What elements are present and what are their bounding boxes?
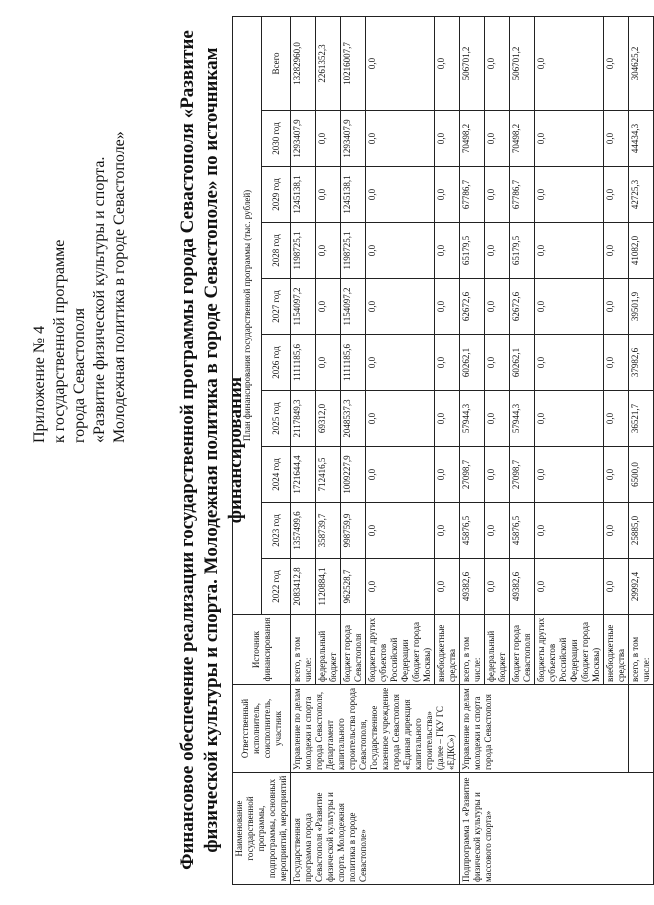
value-cell: 0,0 bbox=[485, 223, 510, 279]
header-year: 2023 год bbox=[262, 503, 291, 559]
value-cell: 49382,6 bbox=[510, 559, 535, 615]
value-cell: 0,0 bbox=[485, 279, 510, 335]
value-cell: 41082,0 bbox=[629, 223, 654, 279]
value-cell: 29992,4 bbox=[629, 559, 654, 615]
value-cell: 1293407,9 bbox=[291, 111, 316, 167]
value-cell: 304625,2 bbox=[629, 16, 654, 110]
value-cell: 0,0 bbox=[366, 335, 435, 391]
header-year: 2029 год bbox=[262, 167, 291, 223]
source-cell: внебюджетные средства bbox=[435, 615, 460, 685]
value-cell: 0,0 bbox=[535, 559, 604, 615]
responsible-cell-empty bbox=[629, 685, 654, 773]
appendix-line: Приложение № 4 bbox=[31, 325, 48, 443]
value-cell: 0,0 bbox=[435, 503, 460, 559]
value-cell: 1111185,6 bbox=[291, 335, 316, 391]
value-cell: 0,0 bbox=[485, 503, 510, 559]
header-year: 2022 год bbox=[262, 559, 291, 615]
appendix-line: «Развитие физической культуры и спорта. bbox=[91, 156, 108, 443]
value-cell: 0,0 bbox=[485, 391, 510, 447]
table-row bbox=[291, 16, 316, 884]
value-cell: 0,0 bbox=[366, 16, 435, 110]
value-cell: 70498,2 bbox=[510, 111, 535, 167]
value-cell: 60262,1 bbox=[460, 335, 485, 391]
value-cell: 506701,2 bbox=[460, 16, 485, 110]
value-cell: 27098,7 bbox=[460, 447, 485, 503]
value-cell: 0,0 bbox=[435, 559, 460, 615]
value-cell: 1245138,1 bbox=[341, 167, 366, 223]
value-cell: 57944,3 bbox=[510, 391, 535, 447]
source-cell: всего, в том числе: bbox=[460, 615, 485, 685]
value-cell: 0,0 bbox=[435, 447, 460, 503]
value-cell: 2083412,8 bbox=[291, 559, 316, 615]
value-cell: 0,0 bbox=[316, 335, 341, 391]
value-cell: 0,0 bbox=[604, 447, 629, 503]
value-cell: 0,0 bbox=[366, 447, 435, 503]
financing-table bbox=[232, 16, 654, 885]
source-cell: бюджет города Севастополя bbox=[510, 615, 535, 685]
header-name: Наименование государственной программы, подпрограммы, основных мероприятий, мероприятий bbox=[233, 773, 291, 885]
source-cell: федеральный бюджет bbox=[316, 615, 341, 685]
value-cell: 69312,0 bbox=[316, 391, 341, 447]
value-cell: 0,0 bbox=[535, 335, 604, 391]
value-cell: 0,0 bbox=[604, 167, 629, 223]
value-cell: 0,0 bbox=[485, 559, 510, 615]
value-cell: 0,0 bbox=[604, 223, 629, 279]
value-cell: 45876,5 bbox=[460, 503, 485, 559]
value-cell: 0,0 bbox=[535, 167, 604, 223]
value-cell: 0,0 bbox=[485, 447, 510, 503]
source-cell: внебюджетные средства bbox=[604, 615, 629, 685]
value-cell: 0,0 bbox=[366, 223, 435, 279]
value-cell: 0,0 bbox=[604, 335, 629, 391]
value-cell: 0,0 bbox=[435, 223, 460, 279]
table-row bbox=[629, 16, 654, 884]
header-source: Источник финансирования bbox=[233, 615, 291, 685]
value-cell: 25885,0 bbox=[629, 503, 654, 559]
source-cell: федеральный бюджет bbox=[485, 615, 510, 685]
value-cell: 1154097,2 bbox=[341, 279, 366, 335]
header-plan: План финансирования государственной программы (тыс. рублей) bbox=[233, 16, 262, 614]
value-cell: 0,0 bbox=[435, 279, 460, 335]
value-cell: 60262,1 bbox=[510, 335, 535, 391]
value-cell: 0,0 bbox=[366, 111, 435, 167]
value-cell: 0,0 bbox=[604, 503, 629, 559]
appendix-line: города Севастополя bbox=[71, 308, 88, 443]
value-cell: 0,0 bbox=[435, 16, 460, 110]
value-cell: 57944,3 bbox=[460, 391, 485, 447]
value-cell: 1111185,6 bbox=[341, 335, 366, 391]
value-cell: 45876,5 bbox=[510, 503, 535, 559]
value-cell: 49382,6 bbox=[460, 559, 485, 615]
value-cell: 0,0 bbox=[316, 279, 341, 335]
value-cell: 0,0 bbox=[366, 167, 435, 223]
value-cell: 1009227,9 bbox=[341, 447, 366, 503]
appendix-header bbox=[30, 43, 130, 443]
header-year: 2027 год bbox=[262, 279, 291, 335]
value-cell: 0,0 bbox=[485, 16, 510, 110]
value-cell: 0,0 bbox=[366, 391, 435, 447]
value-cell: 1198725,1 bbox=[291, 223, 316, 279]
source-cell: бюджеты других субъектов Российской Федерации (бюджет города Москвы) bbox=[366, 615, 435, 685]
source-cell: всего, в том числе: bbox=[291, 615, 316, 685]
value-cell: 70498,2 bbox=[460, 111, 485, 167]
value-cell: 13282960,0 bbox=[291, 16, 316, 110]
header-year: 2028 год bbox=[262, 223, 291, 279]
value-cell: 0,0 bbox=[535, 279, 604, 335]
value-cell: 0,0 bbox=[535, 391, 604, 447]
value-cell: 0,0 bbox=[485, 111, 510, 167]
value-cell: 36521,7 bbox=[629, 391, 654, 447]
table-body bbox=[291, 16, 654, 884]
source-cell: бюджет города Севастополя bbox=[341, 615, 366, 685]
document-title: Финансовое обеспечение реализации государственной программы города Севастополя «Развитие физической культуры и спорта. Молодежная политика в городе Севастополе» по источникам финансирования bbox=[177, 30, 246, 870]
value-cell: 67786,7 bbox=[510, 167, 535, 223]
value-cell: 0,0 bbox=[435, 335, 460, 391]
value-cell: 44434,3 bbox=[629, 111, 654, 167]
value-cell: 0,0 bbox=[604, 559, 629, 615]
value-cell: 0,0 bbox=[535, 16, 604, 110]
value-cell: 358739,7 bbox=[316, 503, 341, 559]
value-cell: 67786,7 bbox=[460, 167, 485, 223]
value-cell: 0,0 bbox=[316, 111, 341, 167]
value-cell: 2261352,3 bbox=[316, 16, 341, 110]
value-cell: 506701,2 bbox=[510, 16, 535, 110]
appendix-line: Молодежная политика в городе Севастополе» bbox=[111, 131, 128, 443]
value-cell: 1120884,1 bbox=[316, 559, 341, 615]
value-cell: 62672,6 bbox=[510, 279, 535, 335]
header-year: 2024 год bbox=[262, 447, 291, 503]
value-cell: 0,0 bbox=[366, 503, 435, 559]
table-row bbox=[460, 16, 485, 884]
value-cell: 1293407,9 bbox=[341, 111, 366, 167]
value-cell: 0,0 bbox=[485, 167, 510, 223]
value-cell: 65179,5 bbox=[460, 223, 485, 279]
value-cell: 0,0 bbox=[485, 335, 510, 391]
value-cell: 6500,0 bbox=[629, 447, 654, 503]
value-cell: 0,0 bbox=[535, 503, 604, 559]
value-cell: 1198725,1 bbox=[341, 223, 366, 279]
value-cell: 962528,7 bbox=[341, 559, 366, 615]
value-cell: 37982,6 bbox=[629, 335, 654, 391]
value-cell: 0,0 bbox=[366, 279, 435, 335]
subprogram-name: Подпрограмма 1 «Развитие физической культуры и массового спорта» bbox=[460, 773, 654, 885]
value-cell: 0,0 bbox=[435, 167, 460, 223]
source-cell: всего, в том числе: bbox=[629, 615, 654, 685]
value-cell: 10216007,7 bbox=[341, 16, 366, 110]
value-cell: 998759,9 bbox=[341, 503, 366, 559]
value-cell: 65179,5 bbox=[510, 223, 535, 279]
header-responsible: Ответственный исполнитель, соисполнитель, участник bbox=[233, 685, 291, 773]
value-cell: 39501,9 bbox=[629, 279, 654, 335]
value-cell: 712416,5 bbox=[316, 447, 341, 503]
value-cell: 42725,3 bbox=[629, 167, 654, 223]
value-cell: 0,0 bbox=[604, 16, 629, 110]
value-cell: 1357499,6 bbox=[291, 503, 316, 559]
appendix-line: к государственной программе bbox=[51, 239, 68, 443]
value-cell: 0,0 bbox=[535, 447, 604, 503]
value-cell: 27098,7 bbox=[510, 447, 535, 503]
value-cell: 0,0 bbox=[366, 559, 435, 615]
value-cell: 0,0 bbox=[604, 279, 629, 335]
header-year: 2025 год bbox=[262, 391, 291, 447]
value-cell: 0,0 bbox=[604, 391, 629, 447]
header-year: 2026 год bbox=[262, 335, 291, 391]
value-cell: 0,0 bbox=[316, 167, 341, 223]
subprogram-responsible: Управление по делам молодежи и спорта города Севастополя bbox=[460, 685, 629, 773]
value-cell: 1154097,2 bbox=[291, 279, 316, 335]
value-cell: 0,0 bbox=[535, 111, 604, 167]
value-cell: 0,0 bbox=[535, 223, 604, 279]
source-cell: бюджеты других субъектов Российской Федерации (бюджет города Москвы) bbox=[535, 615, 604, 685]
value-cell: 0,0 bbox=[604, 111, 629, 167]
program-responsible: Управление по делам молодежи и спорта города Севастополя, Департамент капитального строительства города Севастополя, Государственное казенное учреждение города Севастополя «Единая дирекция капитального строительства» (далее – ГКУ ГС «ЕДКС») bbox=[291, 685, 460, 773]
header-total: Всего bbox=[262, 16, 291, 110]
value-cell: 2117849,3 bbox=[291, 391, 316, 447]
program-name: Государственная программа города Севастополя «Развитие физической культуры и спорта. Молодежная политика в городе Севастополе» bbox=[291, 773, 460, 885]
value-cell: 2048537,3 bbox=[341, 391, 366, 447]
value-cell: 62672,6 bbox=[460, 279, 485, 335]
value-cell: 0,0 bbox=[435, 111, 460, 167]
header-year: 2030 год bbox=[262, 111, 291, 167]
value-cell: 1245138,1 bbox=[291, 167, 316, 223]
value-cell: 1721644,4 bbox=[291, 447, 316, 503]
value-cell: 0,0 bbox=[435, 391, 460, 447]
value-cell: 0,0 bbox=[316, 223, 341, 279]
